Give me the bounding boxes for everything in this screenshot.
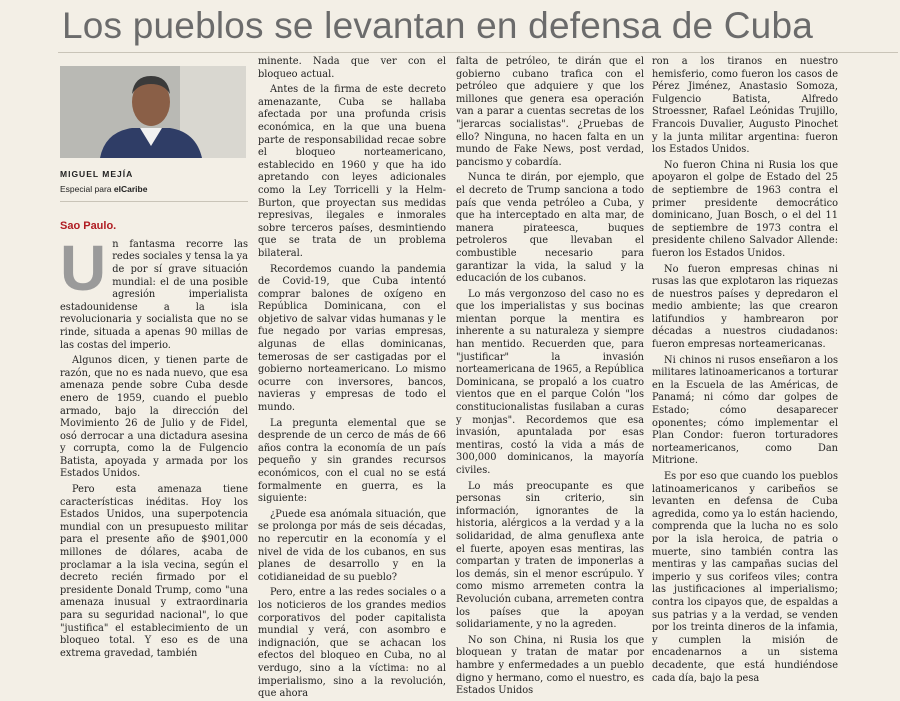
author-name: MIGUEL MEJÍA [60, 169, 134, 179]
header-rule [58, 52, 898, 53]
column-4 [652, 56, 838, 684]
paragraph: minente. Nada que ver con el bloqueo actual. [258, 56, 446, 80]
paragraph: Nunca te dirán, por ejemplo, que el decreto de Trump sanciona a todo país que venda petróleo a Cuba, y que ha interceptado en alta mar, de manera pirateesca, buques petroleros que llevaban el combustible necesario para garantizar la vida, la salud y la educación de los cubanos. [456, 172, 644, 285]
paragraph: ron a los tiranos en nuestro hemisferio, como fueron los casos de Pérez Jiménez, Anastasio Somoza, Fulgencio Batista, Alfredo Stroessner, Rafael Leónidas Trujillo, Francois Duvalier, Augusto Pinochet y la junta militar argentina: fueron los Estados Unidos. [652, 56, 838, 156]
column-2 [258, 56, 446, 700]
paragraph: Es por eso que cuando los pueblos latinoamericanos y caribeños se levanten en defensa de Cuba agredida, como ya lo están haciendo, comprenda que la lucha no es solo por la isla heroica, de patria o muerte, sino también contra las mentiras y las campañas sucias del imperio y sus corifeos viles; contra las justificaciones al imperialismo; contra los cipayos que, de espaldas a sus patrias y a la verdad, se venden por los treinta dineros de la infamia, y cumplen la misión de encadenarnos a un sistema decadente, que está hundiéndose cada día, bajo la pesa [652, 471, 838, 684]
paragraph: falta de petróleo, te dirán que el gobierno cubano trafica con el petróleo que adquiere y que los millones que genera esa operación van a parar a cuentas secretas de los "jerarcas socialistas". ¿Pruebas de ello? Ninguna, no hacen falta en un mundo de Fake News, post verdad, pancismo y cobardía. [456, 56, 644, 168]
paragraph: Recordemos cuando la pandemia de Covid-19, que Cuba intentó comprar balones de oxígeno en República Dominicana, con el objetivo de salvar vidas humanas y le fue negado por varias empresas, algunas de ellas dominicanas, temerosas de ser castigadas por el gobierno norteamericano. Lo mismo ocurre con inversores, bancos, navieras y empresas de todo el mundo. [258, 263, 446, 414]
paragraph: Lo más vergonzoso del caso no es que los imperialistas y sus bocinas mientan porque la mentira es inherente a su naturaleza y siempre han mentido. Recuerden que, para "justificar" la invasión norteamericana de 1965, a República Dominicana, se propaló a los cuatro vientos que en el parque Colón "los constitucionalistas fusilaban a curas y monjas". Recordemos que esa invasión, apuntalada por esas mentiras, costó la vida a más de 300,000 dominicanos, la mayoría civiles. [456, 288, 644, 476]
author-role: Especial para elCaribe [60, 183, 148, 194]
column-3 [456, 56, 644, 697]
headline: Los pueblos se levantan en defensa de Cuba [62, 5, 814, 46]
paragraph: No son China, ni Rusia los que bloquean y tratan de matar por hambre y enfermedades a un pueblo digno y hermano, como el nuestro, es Estados Unidos [456, 634, 644, 697]
column-1 [60, 56, 248, 659]
paragraph: Pero esta amenaza tiene características inéditas. Hoy los Estados Unidos, una superpotencia mundial con un presupuesto militar para el presente año de $901,000 millones de dólares, acaba de proclamar a la isla vecina, según el decreto recién firmado por el presidente Donald Trump, como "una amenaza inusual y extraordinaria para su seguridad nacional", lo que "justifica" el establecimiento de un bloqueo total. Y eso es de una extrema gravedad, también [60, 484, 248, 659]
paragraph: Antes de la firma de este decreto amenazante, Cuba se hallaba afectada por una profunda crisis económica, en la que una buena parte de responsabilidad recae sobre el bloqueo norteamericano, establecido en 1960 y que ha ido apretando con leyes adicionales como la Ley Torricelli y la Helm-Burton, que proyectan sus medidas represivas, ilegales e inmorales sobre terceros países, desmintiendo que se trata de un problema bilateral. [258, 84, 446, 259]
paragraph: Ni chinos ni rusos enseñaron a los militares latinoamericanos a torturar en la Escuela de las Américas, de Panamá; ni cómo dar golpes de Estado; cómo desaparecer oponentes; cómo implementar el Plan Condor: fueron torturadores norteamericanos, como Dan Mitrione. [652, 354, 838, 467]
paragraph: No fueron empresas chinas ni rusas las que explotaron las riquezas de nuestros países y depredaron el medio ambiente; las que crearon latifundios y hambrearon por décadas a nuestros ciudadanos: fueron empresas norteamericanas. [652, 263, 838, 351]
paragraph: No fueron China ni Rusia los que apoyaron el golpe de Estado del 25 de septiembre de 1963 contra el primer presidente democrático dominicano, Juan Bosch, o el del 11 de septiembre de 1973 contra el presidente chileno Salvador Allende: fueron los Estados Unidos. [652, 159, 838, 259]
outlet-name: elCaribe [113, 183, 148, 194]
author-photo [60, 66, 246, 158]
dateline: Sao Paulo. [60, 220, 117, 233]
lead-paragraph: Un fantasma recorre las redes sociales y tensa la ya de por sí grave situación mundial: el de una posible agresión imperialista estadounidense a la isla revolucionaria y socialista que no se rinde, situada a apenas 90 millas de las costas del imperio. [60, 231, 248, 351]
paragraph: Pero, entre a las redes sociales o a los noticieros de los grandes medios corporativos del poder capitalista mundial y verá, con asombro e indignación, que se achacan los efectos del bloqueo en Cuba, no al verdugo, sino a la víctima: no al imperialismo, sino a la revolución, que ahora [258, 587, 446, 700]
paragraph: ¿Puede esa anómala situación, que se prolonga por más de seis décadas, no repercutir en la economía y el nivel de vida de los cubanos, en sus planes de desarrollo y en la cotidianeidad de su pueblo? [258, 508, 446, 583]
paragraph: La pregunta elemental que se desprende de un cerco de más de 66 años contra la economía de un país pequeño y sin grandes recursos económicos, con el cual no se está formalmente en guerra, es la siguiente: [258, 417, 446, 505]
author-portrait-icon [60, 66, 246, 158]
byline-separator [60, 201, 248, 202]
paragraph: Algunos dicen, y tienen parte de razón, que no es nada nuevo, que esa amenaza pende sobre Cuba desde enero de 1959, cuando el pueblo armado, bajo la dirección del Movimiento 26 de Julio y de Fidel, osó derrocar a una dictadura asesina y corrupta, como la de Fulgencio Batista, apoyada y armada por los Estados Unidos. [60, 355, 248, 480]
drop-cap: U [60, 231, 107, 304]
paragraph: Lo más preocupante es que personas sin criterio, sin información, ignorantes de la historia, alérgicos a la verdad y a la solidaridad, de alma genuflexa ante el fuerte, apoyen esas mentiras, las compartan y traten de imponerlas a los demás, sin el menor escrúpulo. Y como mismo arremeten contra la Revolución cubana, arremeten contra los países que la apoyan solidariamente, y no la agreden. [456, 480, 644, 631]
